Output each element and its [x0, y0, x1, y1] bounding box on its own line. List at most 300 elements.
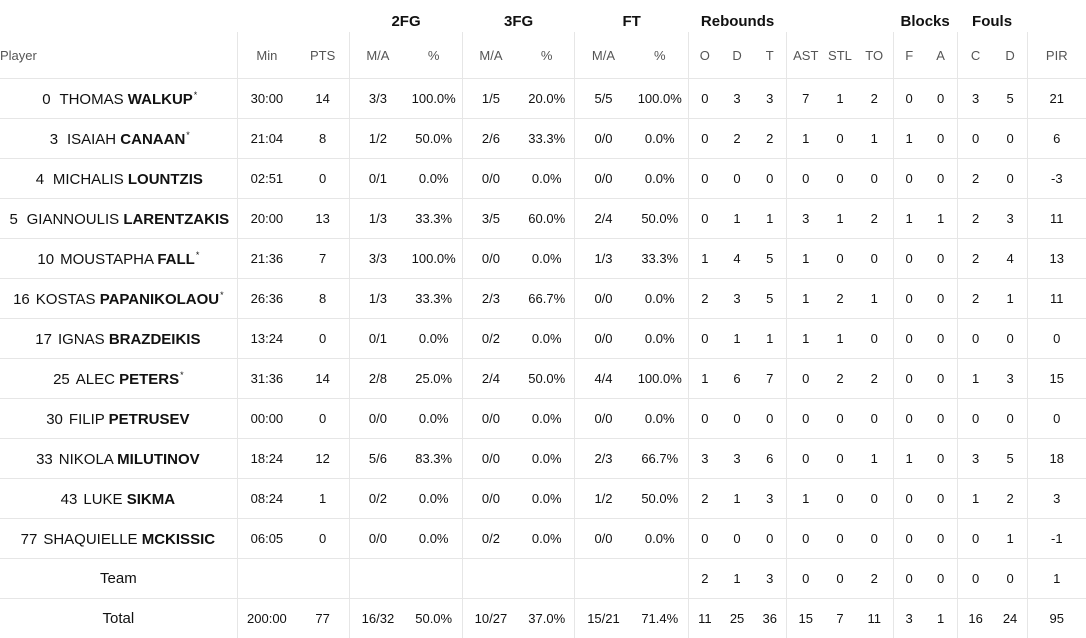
stat-to: 2 — [856, 79, 894, 119]
col-header-ast[interactable]: AST — [787, 32, 825, 79]
stat-reb-o: 1 — [688, 359, 720, 399]
stat-reb-t: 7 — [753, 359, 786, 399]
player-first-name: ALEC — [76, 371, 115, 388]
stat-blk-f: 0 — [893, 79, 924, 119]
stat-pir: 0 — [1027, 399, 1086, 439]
starter-marker: * — [194, 90, 198, 100]
stat-foul-c: 3 — [957, 439, 994, 479]
col-header-ft-pct[interactable]: % — [632, 32, 689, 79]
stat-3fg-ma: 0/2 — [462, 319, 519, 359]
stat-foul-c: 2 — [957, 239, 994, 279]
player-name-cell[interactable] — [0, 479, 237, 519]
stat-ft-ma: 0/0 — [575, 319, 632, 359]
stat-ast: 3 — [787, 199, 825, 239]
stat-to: 11 — [856, 599, 894, 638]
stat-blk-f: 1 — [893, 439, 924, 479]
stat-3fg-pct: 60.0% — [519, 199, 575, 239]
stat-min: 20:00 — [237, 199, 296, 239]
group-empty — [0, 0, 237, 32]
stat-ft-pct: 50.0% — [632, 199, 689, 239]
stat-reb-d: 1 — [721, 319, 753, 359]
player-row — [0, 159, 1086, 199]
player-number: 5 — [7, 211, 21, 228]
stat-pts: 0 — [296, 399, 350, 439]
stat-pts: 0 — [296, 319, 350, 359]
stat-min: 02:51 — [237, 159, 296, 199]
stat-pts: 14 — [296, 79, 350, 119]
stat-blk-f: 0 — [893, 159, 924, 199]
stat-foul-d: 24 — [994, 599, 1027, 638]
stat-3fg-ma: 0/0 — [462, 399, 519, 439]
stat-2fg-pct: 0.0% — [406, 319, 463, 359]
stat-3fg-pct: 37.0% — [519, 599, 575, 638]
stat-reb-t: 0 — [753, 519, 786, 559]
stat-ft-pct: 0.0% — [632, 159, 689, 199]
stat-pts: 7 — [296, 239, 350, 279]
player-name-cell[interactable] — [0, 279, 237, 319]
stat-to: 1 — [856, 439, 894, 479]
stat-2fg-ma: 0/1 — [350, 319, 406, 359]
col-header-2fg-ma[interactable]: M/A — [350, 32, 406, 79]
stat-ft-ma: 4/4 — [575, 359, 632, 399]
col-header-blk-f[interactable]: F — [893, 32, 924, 79]
stat-2fg-ma: 0/0 — [350, 399, 406, 439]
player-last-name: PETERS — [119, 371, 179, 388]
stat-stl: 0 — [824, 399, 855, 439]
stat-pts: 8 — [296, 279, 350, 319]
stat-foul-d: 1 — [994, 279, 1027, 319]
player-first-name: GIANNOULIS — [27, 211, 120, 228]
stat-2fg-ma: 2/8 — [350, 359, 406, 399]
stat-ast: 0 — [787, 439, 825, 479]
col-header-3fg-ma[interactable]: M/A — [462, 32, 519, 79]
stat-pir: 95 — [1027, 599, 1086, 638]
stat-stl: 0 — [824, 159, 855, 199]
stat-2fg-ma: 3/3 — [350, 79, 406, 119]
player-name-cell[interactable] — [0, 79, 237, 119]
player-row — [0, 319, 1086, 359]
stat-3fg-ma — [462, 559, 519, 599]
stat-ft-pct: 100.0% — [632, 359, 689, 399]
stat-foul-d: 0 — [994, 559, 1027, 599]
player-number: 25 — [53, 371, 70, 388]
stat-reb-t: 3 — [753, 479, 786, 519]
stat-2fg-pct: 83.3% — [406, 439, 463, 479]
player-first-name: NIKOLA — [59, 451, 113, 468]
stat-pir: 13 — [1027, 239, 1086, 279]
col-header-ft-ma[interactable]: M/A — [575, 32, 632, 79]
col-header-3fg-pct[interactable]: % — [519, 32, 575, 79]
player-first-name: KOSTAS — [36, 291, 96, 308]
col-header-reb-d[interactable]: D — [721, 32, 753, 79]
player-number: 3 — [47, 131, 61, 148]
stat-blk-f: 0 — [893, 399, 924, 439]
team-row — [0, 559, 1086, 599]
stat-3fg-pct: 20.0% — [519, 79, 575, 119]
col-header-stl[interactable]: STL — [824, 32, 855, 79]
stat-pts: 8 — [296, 119, 350, 159]
stat-ast: 1 — [787, 119, 825, 159]
stat-reb-t: 2 — [753, 119, 786, 159]
stat-stl: 0 — [824, 239, 855, 279]
player-name-cell[interactable] — [0, 199, 237, 239]
stat-pir: -3 — [1027, 159, 1086, 199]
stat-reb-o: 0 — [688, 519, 720, 559]
stat-min: 18:24 — [237, 439, 296, 479]
player-name-cell[interactable] — [0, 119, 237, 159]
stat-reb-d: 1 — [721, 559, 753, 599]
player-last-name: FALL — [157, 251, 195, 268]
group-empty — [1027, 0, 1086, 32]
stat-2fg-pct: 0.0% — [406, 399, 463, 439]
player-row — [0, 279, 1086, 319]
stat-pts: 13 — [296, 199, 350, 239]
stat-reb-d: 3 — [721, 279, 753, 319]
stat-min: 13:24 — [237, 319, 296, 359]
stat-blk-a: 1 — [925, 599, 957, 638]
stat-reb-o: 1 — [688, 239, 720, 279]
stat-reb-t: 3 — [753, 79, 786, 119]
stat-stl: 7 — [824, 599, 855, 638]
player-row — [0, 199, 1086, 239]
stat-2fg-ma: 1/2 — [350, 119, 406, 159]
stat-min: 30:00 — [237, 79, 296, 119]
stat-min: 06:05 — [237, 519, 296, 559]
stat-foul-c: 1 — [957, 479, 994, 519]
player-row — [0, 239, 1086, 279]
stat-ft-pct: 0.0% — [632, 119, 689, 159]
stat-min: 21:36 — [237, 239, 296, 279]
stat-foul-d: 2 — [994, 479, 1027, 519]
stat-foul-d: 1 — [994, 519, 1027, 559]
stat-2fg-ma: 5/6 — [350, 439, 406, 479]
stat-foul-d: 5 — [994, 79, 1027, 119]
stat-stl: 0 — [824, 559, 855, 599]
player-last-name: WALKUP — [128, 91, 193, 108]
stat-foul-c: 0 — [957, 119, 994, 159]
stat-2fg-pct: 33.3% — [406, 199, 463, 239]
col-header-pir[interactable]: PIR — [1027, 32, 1086, 79]
stat-reb-o: 3 — [688, 439, 720, 479]
stat-stl: 2 — [824, 359, 855, 399]
group-empty — [237, 0, 350, 32]
stat-blk-a: 0 — [925, 79, 957, 119]
stat-foul-d: 0 — [994, 399, 1027, 439]
stat-3fg-ma: 2/3 — [462, 279, 519, 319]
stat-ft-ma: 15/21 — [575, 599, 632, 638]
stat-reb-t: 6 — [753, 439, 786, 479]
stat-3fg-pct: 0.0% — [519, 439, 575, 479]
stat-to: 1 — [856, 119, 894, 159]
stat-blk-a: 0 — [925, 119, 957, 159]
stat-reb-d: 0 — [721, 159, 753, 199]
player-name-cell[interactable] — [0, 439, 237, 479]
stat-to: 0 — [856, 239, 894, 279]
stat-reb-d: 2 — [721, 119, 753, 159]
stat-3fg-pct: 0.0% — [519, 479, 575, 519]
stat-ast: 0 — [787, 159, 825, 199]
stat-ft-ma: 0/0 — [575, 119, 632, 159]
stat-blk-f: 0 — [893, 239, 924, 279]
stat-pts: 12 — [296, 439, 350, 479]
stat-ast: 0 — [787, 399, 825, 439]
group-rebounds: Rebounds — [688, 0, 786, 32]
stat-reb-d: 3 — [721, 439, 753, 479]
col-header-foul-c[interactable]: C — [957, 32, 994, 79]
stat-ft-ma — [575, 559, 632, 599]
stat-ft-pct: 33.3% — [632, 239, 689, 279]
stat-blk-a: 0 — [925, 239, 957, 279]
team-label: Team — [0, 559, 237, 599]
player-name-cell[interactable] — [0, 359, 237, 399]
stat-pir: -1 — [1027, 519, 1086, 559]
stat-pts: 1 — [296, 479, 350, 519]
player-number: 77 — [21, 531, 38, 548]
stat-pir: 11 — [1027, 279, 1086, 319]
player-last-name: PAPANIKOLAOU — [100, 291, 219, 308]
stat-2fg-pct — [406, 559, 463, 599]
group-2fg: 2FG — [350, 0, 463, 32]
player-name-cell[interactable] — [0, 159, 237, 199]
stat-3fg-pct: 33.3% — [519, 119, 575, 159]
stat-reb-d: 4 — [721, 239, 753, 279]
stat-foul-c: 3 — [957, 79, 994, 119]
player-last-name: CANAAN — [120, 131, 185, 148]
stat-pir: 11 — [1027, 199, 1086, 239]
stat-reb-o: 0 — [688, 79, 720, 119]
stat-reb-o: 0 — [688, 319, 720, 359]
stat-pir: 6 — [1027, 119, 1086, 159]
stat-2fg-ma: 0/0 — [350, 519, 406, 559]
stat-2fg-ma: 1/3 — [350, 279, 406, 319]
stat-2fg-pct: 50.0% — [406, 119, 463, 159]
stat-2fg-ma: 0/1 — [350, 159, 406, 199]
stat-reb-o: 0 — [688, 119, 720, 159]
player-number: 43 — [61, 491, 78, 508]
stat-ast: 15 — [787, 599, 825, 638]
col-header-to[interactable]: TO — [856, 32, 894, 79]
player-last-name: BRAZDEIKIS — [109, 331, 201, 348]
stat-pts: 77 — [296, 599, 350, 638]
player-last-name: MILUTINOV — [117, 451, 200, 468]
stat-min: 26:36 — [237, 279, 296, 319]
stat-3fg-ma: 0/0 — [462, 439, 519, 479]
stat-ast: 1 — [787, 319, 825, 359]
stat-reb-d: 3 — [721, 79, 753, 119]
player-first-name: LUKE — [83, 491, 122, 508]
stat-blk-f: 0 — [893, 359, 924, 399]
player-row — [0, 119, 1086, 159]
stat-ast: 1 — [787, 279, 825, 319]
stat-3fg-ma: 0/0 — [462, 159, 519, 199]
stat-foul-d: 4 — [994, 239, 1027, 279]
stat-foul-c: 0 — [957, 399, 994, 439]
stat-reb-d: 25 — [721, 599, 753, 638]
stat-blk-f: 1 — [893, 199, 924, 239]
stat-blk-a: 0 — [925, 519, 957, 559]
stat-to: 2 — [856, 559, 894, 599]
stat-stl: 0 — [824, 479, 855, 519]
stat-ast: 7 — [787, 79, 825, 119]
group-blocks: Blocks — [893, 0, 957, 32]
stat-to: 0 — [856, 399, 894, 439]
column-header-row — [0, 32, 1086, 79]
stat-ast: 0 — [787, 519, 825, 559]
stat-to: 0 — [856, 519, 894, 559]
player-row — [0, 399, 1086, 439]
stat-to: 0 — [856, 319, 894, 359]
stat-3fg-pct — [519, 559, 575, 599]
stat-ft-ma: 2/3 — [575, 439, 632, 479]
stat-ft-ma: 1/3 — [575, 239, 632, 279]
stat-blk-a: 0 — [925, 399, 957, 439]
stat-min: 31:36 — [237, 359, 296, 399]
stat-ft-ma: 0/0 — [575, 399, 632, 439]
stat-stl: 1 — [824, 79, 855, 119]
stat-min: 08:24 — [237, 479, 296, 519]
stat-ft-ma: 0/0 — [575, 279, 632, 319]
stat-stl: 0 — [824, 439, 855, 479]
group-header-row — [0, 0, 1086, 32]
stat-blk-a: 0 — [925, 159, 957, 199]
col-header-foul-d[interactable]: D — [994, 32, 1027, 79]
col-header-reb-t[interactable]: T — [753, 32, 786, 79]
stat-2fg-pct: 33.3% — [406, 279, 463, 319]
group-3fg: 3FG — [462, 0, 575, 32]
col-header-reb-o[interactable]: O — [688, 32, 720, 79]
player-number: 33 — [36, 451, 53, 468]
stat-foul-d: 0 — [994, 319, 1027, 359]
stat-pir: 15 — [1027, 359, 1086, 399]
stat-reb-d: 6 — [721, 359, 753, 399]
player-name-cell[interactable] — [0, 399, 237, 439]
player-name-cell[interactable] — [0, 519, 237, 559]
stat-2fg-pct: 100.0% — [406, 79, 463, 119]
col-header-2fg-pct[interactable]: % — [406, 32, 463, 79]
stat-stl: 1 — [824, 319, 855, 359]
stat-3fg-ma: 1/5 — [462, 79, 519, 119]
stat-pir: 1 — [1027, 559, 1086, 599]
player-last-name: SIKMA — [127, 491, 175, 508]
stat-ft-pct: 66.7% — [632, 439, 689, 479]
player-last-name: LOUNTZIS — [128, 171, 203, 188]
stat-2fg-pct: 0.0% — [406, 479, 463, 519]
stat-2fg-pct: 0.0% — [406, 519, 463, 559]
stat-foul-c: 2 — [957, 199, 994, 239]
stat-reb-o: 2 — [688, 479, 720, 519]
stat-stl: 1 — [824, 199, 855, 239]
stat-2fg-ma: 0/2 — [350, 479, 406, 519]
stat-reb-o: 0 — [688, 159, 720, 199]
col-header-blk-a[interactable]: A — [925, 32, 957, 79]
stat-min: 21:04 — [237, 119, 296, 159]
starter-marker: * — [180, 370, 184, 380]
player-number: 16 — [13, 291, 30, 308]
stat-min: 200:00 — [237, 599, 296, 638]
stat-2fg-pct: 100.0% — [406, 239, 463, 279]
player-first-name: THOMAS — [59, 91, 123, 108]
stat-3fg-ma: 3/5 — [462, 199, 519, 239]
stat-ft-ma: 1/2 — [575, 479, 632, 519]
stat-ft-pct: 0.0% — [632, 399, 689, 439]
player-name-cell[interactable] — [0, 319, 237, 359]
stat-3fg-ma: 10/27 — [462, 599, 519, 638]
player-first-name: MOUSTAPHA — [60, 251, 153, 268]
stat-pir: 21 — [1027, 79, 1086, 119]
stat-foul-c: 16 — [957, 599, 994, 638]
stat-blk-a: 0 — [925, 479, 957, 519]
starter-marker: * — [196, 250, 200, 260]
stat-stl: 0 — [824, 519, 855, 559]
stat-ft-pct: 0.0% — [632, 319, 689, 359]
player-number: 4 — [33, 171, 47, 188]
stat-blk-a: 0 — [925, 439, 957, 479]
stat-2fg-ma: 16/32 — [350, 599, 406, 638]
stat-2fg-ma: 3/3 — [350, 239, 406, 279]
player-row — [0, 359, 1086, 399]
stat-2fg-ma: 1/3 — [350, 199, 406, 239]
stat-foul-c: 0 — [957, 559, 994, 599]
stat-reb-t: 1 — [753, 319, 786, 359]
stat-2fg-pct: 25.0% — [406, 359, 463, 399]
stat-reb-t: 36 — [753, 599, 786, 638]
stat-ast: 1 — [787, 239, 825, 279]
stat-ft-ma: 2/4 — [575, 199, 632, 239]
stat-blk-a: 0 — [925, 279, 957, 319]
stat-3fg-ma: 2/4 — [462, 359, 519, 399]
stat-2fg-pct: 0.0% — [406, 159, 463, 199]
player-name-cell[interactable] — [0, 239, 237, 279]
stat-reb-t: 1 — [753, 199, 786, 239]
stat-ft-pct: 50.0% — [632, 479, 689, 519]
stat-reb-t: 5 — [753, 239, 786, 279]
col-header-pts[interactable]: PTS — [296, 32, 350, 79]
stat-3fg-pct: 50.0% — [519, 359, 575, 399]
stat-to: 1 — [856, 279, 894, 319]
stat-foul-c: 2 — [957, 279, 994, 319]
stat-reb-o: 11 — [688, 599, 720, 638]
stat-min — [237, 559, 296, 599]
stat-blk-f: 0 — [893, 279, 924, 319]
stat-ft-pct: 71.4% — [632, 599, 689, 638]
stat-3fg-ma: 0/2 — [462, 519, 519, 559]
stat-pir: 0 — [1027, 319, 1086, 359]
stat-2fg-ma — [350, 559, 406, 599]
col-header-player[interactable]: Player — [0, 32, 237, 79]
stat-reb-t: 0 — [753, 159, 786, 199]
stat-min: 00:00 — [237, 399, 296, 439]
stat-3fg-ma: 2/6 — [462, 119, 519, 159]
player-last-name: LARENTZAKIS — [123, 211, 229, 228]
player-first-name: ISAIAH — [67, 131, 116, 148]
stat-blk-a: 0 — [925, 559, 957, 599]
stat-reb-o: 0 — [688, 199, 720, 239]
player-number: 30 — [46, 411, 63, 428]
group-ft: FT — [575, 0, 689, 32]
stat-blk-a: 0 — [925, 319, 957, 359]
col-header-min[interactable]: Min — [237, 32, 296, 79]
starter-marker: * — [220, 290, 224, 300]
stat-3fg-pct: 0.0% — [519, 319, 575, 359]
stat-3fg-ma: 0/0 — [462, 239, 519, 279]
stat-blk-f: 0 — [893, 559, 924, 599]
stat-foul-c: 0 — [957, 319, 994, 359]
player-number: 17 — [35, 331, 52, 348]
player-row — [0, 479, 1086, 519]
stat-ft-ma: 5/5 — [575, 79, 632, 119]
total-row — [0, 599, 1086, 638]
player-first-name: SHAQUIELLE — [43, 531, 137, 548]
